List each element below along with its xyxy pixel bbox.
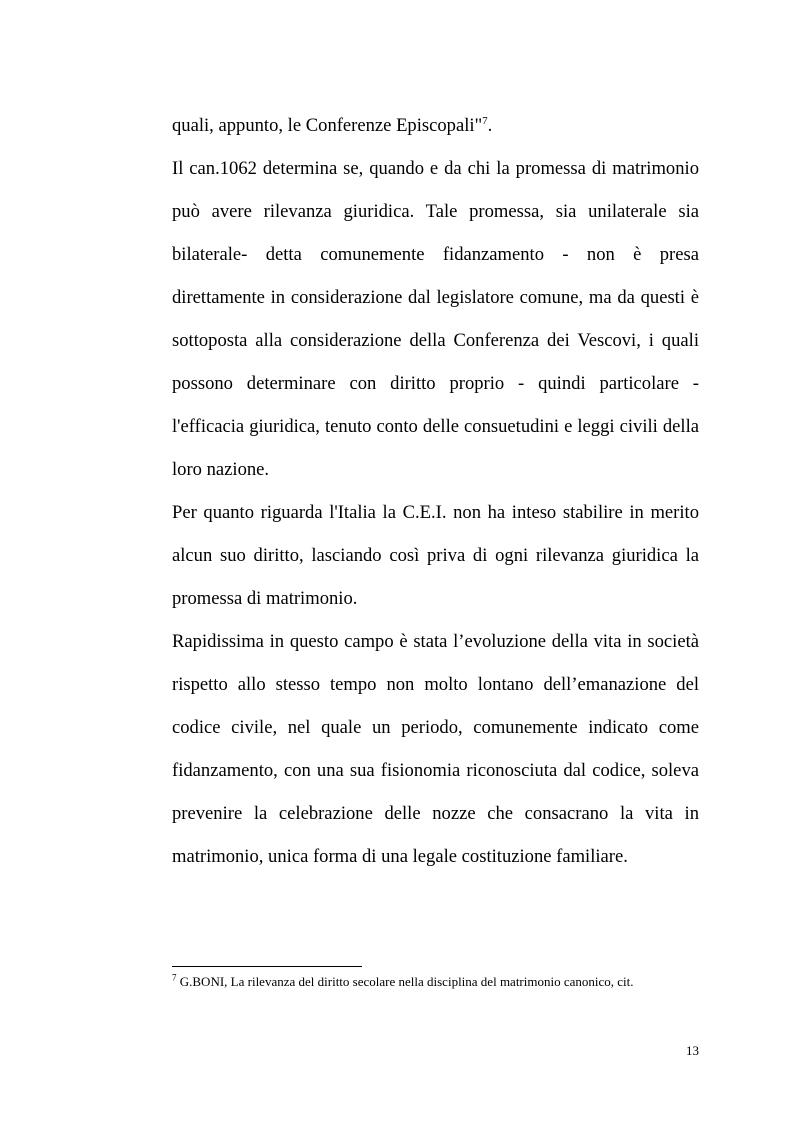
paragraph-3-line-5: prevenire la celebrazione delle nozze che consacrano la vita in	[172, 803, 699, 824]
paragraph-1-line-6: possono determinare con diritto proprio - quindi particolare -	[172, 373, 699, 394]
paragraph-3-line-2: rispetto allo stesso tempo non molto lontano dell’emanazione del	[172, 674, 699, 695]
footnote	[172, 972, 699, 992]
paragraph-1-line-7: l'efficacia giuridica, tenuto conto delle consuetudini e leggi civili della	[172, 416, 699, 437]
paragraph-1-line-3: bilaterale- detta comunemente fidanzamento - non è presa	[172, 244, 699, 265]
paragraph-2-line-2: alcun suo diritto, lasciando così priva di ogni rilevanza giuridica la	[172, 545, 699, 566]
paragraph-1-line-1: Il can.1062 determina se, quando e da chi la promessa di matrimonio	[172, 158, 699, 179]
footnote-text: G.BONI, La rilevanza del diritto secolare nella disciplina del matrimonio canonico, cit.	[176, 974, 634, 989]
paragraph-2-line-1: Per quanto riguarda l'Italia la C.E.I. non ha inteso stabilire in merito	[172, 502, 699, 523]
paragraph-2-line-3: promessa di matrimonio.	[172, 588, 358, 609]
paragraph-3-line-3: codice civile, nel quale un periodo, comunemente indicato come	[172, 717, 699, 738]
paragraph-3-line-4: fidanzamento, con una sua fisionomia riconosciuta dal codice, soleva	[172, 760, 699, 781]
paragraph-1-line-4: direttamente in considerazione dal legislatore comune, ma da questi è	[172, 287, 699, 308]
footnote-reference[interactable]: 7	[482, 114, 488, 127]
continuation-text: quali, appunto, le Conferenze Episcopali"	[172, 115, 483, 136]
paragraph-3-line-1: Rapidissima in questo campo è stata l’evoluzione della vita in società	[172, 631, 699, 652]
paragraph-3-line-6: matrimonio, unica forma di una legale costituzione familiare.	[172, 846, 628, 867]
paragraph-1-line-5: sottoposta alla considerazione della Conferenza dei Vescovi, i quali	[172, 330, 699, 351]
continuation-end: .	[487, 115, 493, 136]
paragraph-1-line-2: può avere rilevanza giuridica. Tale promessa, sia unilaterale sia	[172, 201, 699, 222]
footnote-separator	[172, 966, 362, 967]
continuation-line	[172, 114, 699, 138]
page-number: 13	[686, 1043, 699, 1058]
footnote-number: 7	[172, 972, 177, 983]
paragraph-1-line-8: loro nazione.	[172, 459, 270, 480]
